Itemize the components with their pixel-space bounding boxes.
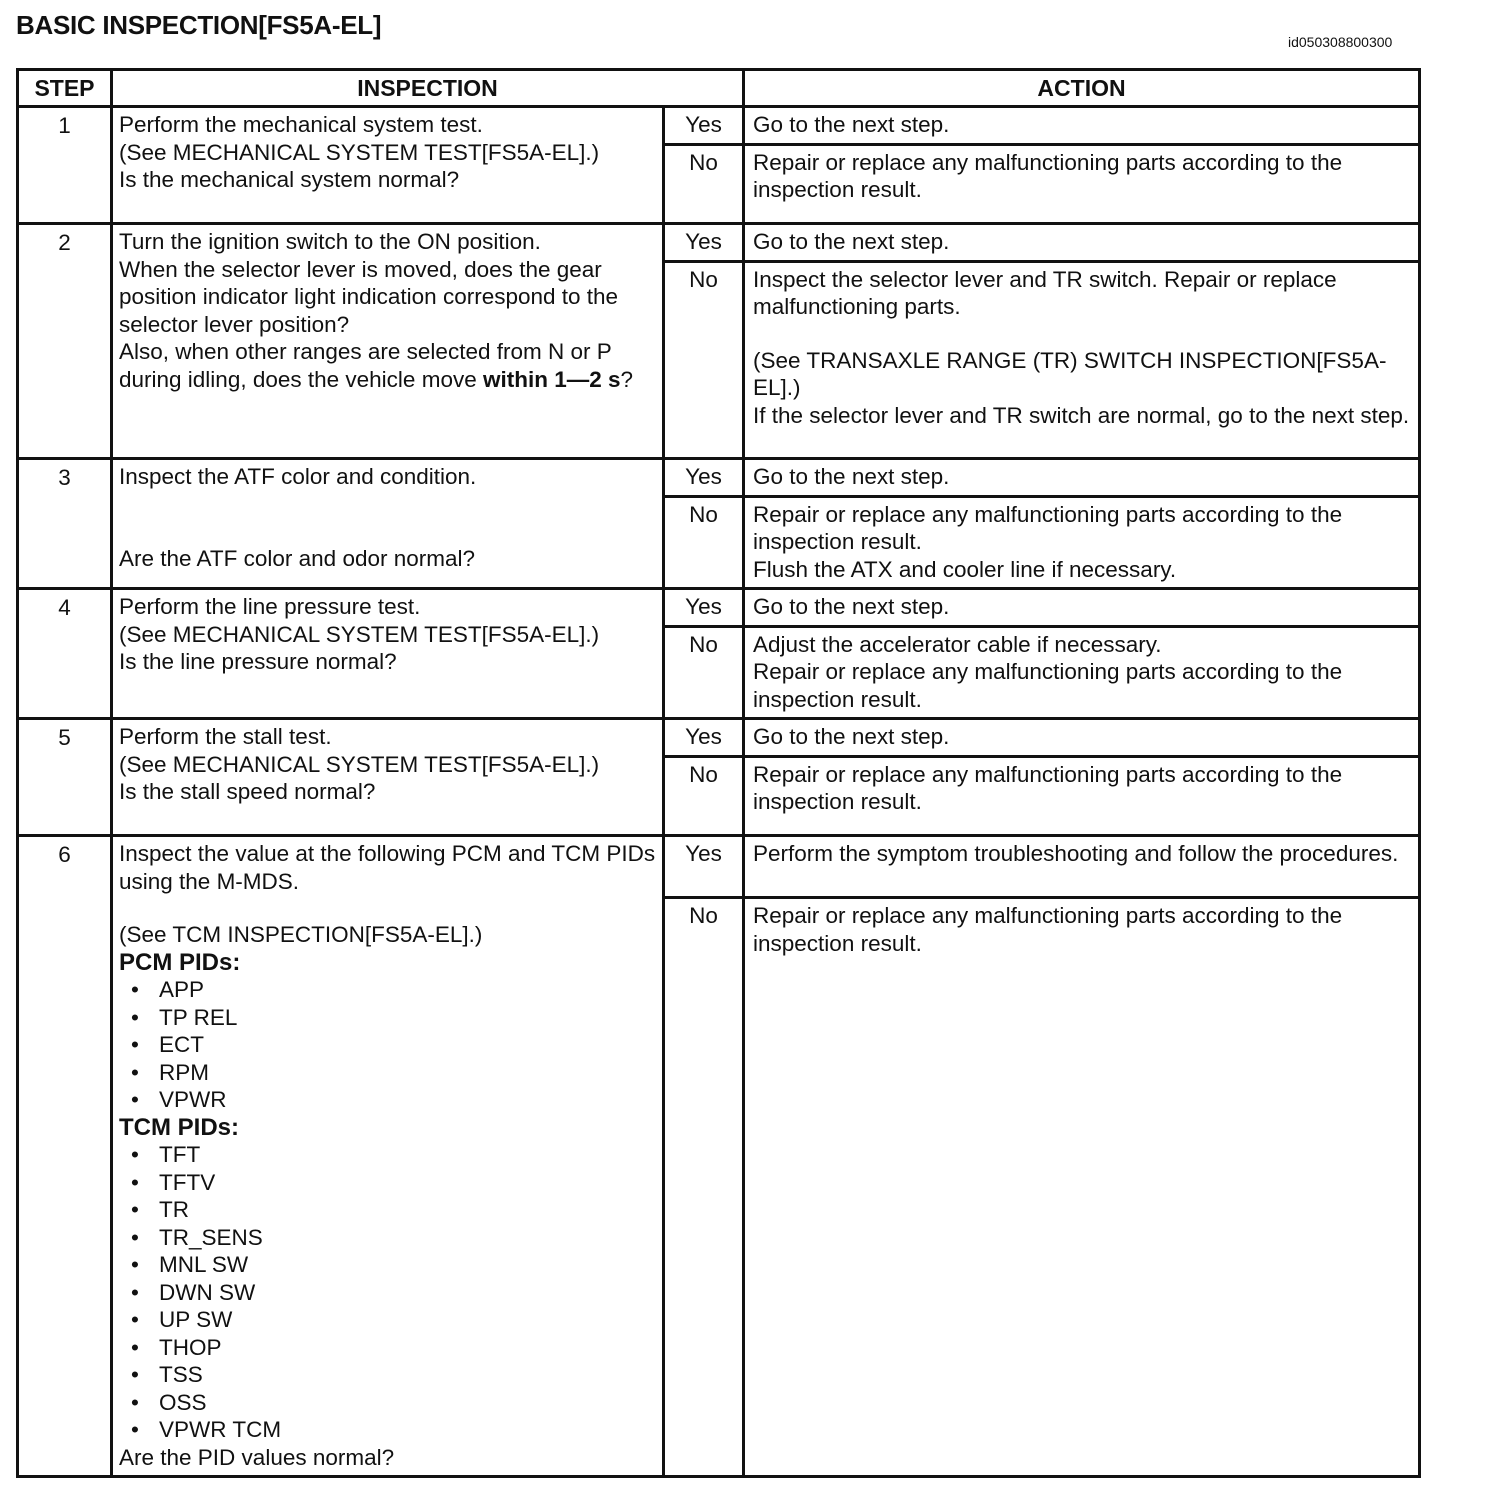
no-label: No bbox=[664, 898, 744, 1477]
yes-label: Yes bbox=[664, 719, 744, 757]
inspection-text: Inspect the ATF color and condition. bbox=[119, 464, 477, 489]
inspection-cell bbox=[112, 224, 664, 459]
header-inspection: INSPECTION bbox=[112, 70, 744, 107]
action-yes: Go to the next step. bbox=[744, 589, 1420, 627]
inspection-text: (See MECHANICAL SYSTEM TEST[FS5A-EL].) bbox=[119, 751, 600, 777]
inspection-text: Inspect the value at the following PCM and TCM PIDs using the M-MDS. bbox=[119, 841, 656, 894]
inspection-text: Also, when other ranges are selected from N or P during idling, does the vehicle move within 1—2 s? bbox=[119, 339, 634, 392]
inspection-question: Are the ATF color and odor normal? bbox=[119, 545, 476, 571]
inspection-question: Is the line pressure normal? bbox=[119, 649, 397, 674]
action-no: Repair or replace any malfunctioning parts according to the inspection result. Flush the ATX and cooler line if necessary. bbox=[744, 496, 1420, 589]
list-item: • OSS bbox=[119, 1389, 656, 1417]
list-item: • VPWR bbox=[119, 1086, 656, 1114]
list-item: • TR_SENS bbox=[119, 1224, 656, 1252]
action-yes: Go to the next step. bbox=[744, 107, 1420, 145]
table-row bbox=[18, 836, 1420, 898]
header-action: ACTION bbox=[744, 70, 1420, 107]
inspection-text: Perform the mechanical system test. bbox=[119, 112, 483, 137]
list-item: • APP bbox=[119, 976, 656, 1004]
action-no: Adjust the accelerator cable if necessary. Repair or replace any malfunctioning parts according to the inspection result. bbox=[744, 626, 1420, 719]
table-row bbox=[18, 224, 1420, 262]
inspection-cell bbox=[112, 719, 664, 836]
page-title: BASIC INSPECTION[FS5A-EL] bbox=[16, 10, 382, 40]
inspection-question: Are the PID values normal? bbox=[119, 1444, 395, 1470]
inspection-text: Turn the ignition switch to the ON position. bbox=[119, 229, 541, 254]
no-label: No bbox=[664, 496, 744, 589]
list-item: • TP REL bbox=[119, 1004, 656, 1032]
bold-timing: within 1—2 s bbox=[482, 366, 621, 392]
inspection-table bbox=[16, 68, 1421, 1478]
list-item: • RPM bbox=[119, 1059, 656, 1087]
inspection-cell bbox=[112, 589, 664, 719]
yes-label: Yes bbox=[664, 107, 744, 145]
list-item: • VPWR TCM bbox=[119, 1416, 656, 1444]
yes-label: Yes bbox=[664, 224, 744, 262]
step-number: 2 bbox=[18, 224, 112, 459]
action-yes: Go to the next step. bbox=[744, 719, 1420, 757]
list-item: • UP SW bbox=[119, 1306, 656, 1334]
list-item: • THOP bbox=[119, 1334, 656, 1362]
tcm-pids-heading: TCM PIDs: bbox=[119, 1113, 239, 1141]
inspection-cell bbox=[112, 107, 664, 224]
inspection-text: When the selector lever is moved, does the gear position indicator light indication correspond to the selector lever position? bbox=[119, 256, 619, 337]
action-no: Repair or replace any malfunctioning parts according to the inspection result. bbox=[744, 898, 1420, 1477]
step-number: 4 bbox=[18, 589, 112, 719]
table-row bbox=[18, 719, 1420, 757]
table-row bbox=[18, 107, 1420, 145]
table-header-row bbox=[18, 70, 1420, 107]
inspection-cell bbox=[112, 459, 664, 589]
list-item: • TFTV bbox=[119, 1169, 656, 1197]
action-yes: Go to the next step. bbox=[744, 224, 1420, 262]
inspection-question: Is the stall speed normal? bbox=[119, 779, 376, 804]
table-row bbox=[18, 589, 1420, 627]
action-no: Inspect the selector lever and TR switch. Repair or replace malfunctioning parts. (See TRANSAXLE RANGE (TR) SWITCH INSPECTION[FS5A-EL].) If the selector lever and TR switch are normal, go to the next step. bbox=[744, 261, 1420, 459]
action-yes: Perform the symptom troubleshooting and follow the procedures. bbox=[744, 836, 1420, 898]
header-step: STEP bbox=[18, 70, 112, 107]
inspection-text: Perform the line pressure test. bbox=[119, 594, 421, 619]
action-no: Repair or replace any malfunctioning parts according to the inspection result. bbox=[744, 756, 1420, 836]
step-number: 1 bbox=[18, 107, 112, 224]
inspection-text: (See TCM INSPECTION[FS5A-EL].) bbox=[119, 922, 483, 947]
inspection-text: (See MECHANICAL SYSTEM TEST[FS5A-EL].) bbox=[119, 621, 600, 647]
step-number: 5 bbox=[18, 719, 112, 836]
list-item: • MNL SW bbox=[119, 1251, 656, 1279]
inspection-text: (See MECHANICAL SYSTEM TEST[FS5A-EL].) bbox=[119, 139, 600, 165]
yes-label: Yes bbox=[664, 459, 744, 497]
document-id: id050308800300 bbox=[1288, 34, 1393, 50]
no-label: No bbox=[664, 144, 744, 224]
step-number: 3 bbox=[18, 459, 112, 589]
list-item: • TFT bbox=[119, 1141, 656, 1169]
inspection-question: Is the mechanical system normal? bbox=[119, 167, 460, 192]
yes-label: Yes bbox=[664, 836, 744, 898]
tcm-pid-list bbox=[119, 1141, 656, 1444]
inspection-text: Perform the stall test. bbox=[119, 724, 332, 749]
action-yes: Go to the next step. bbox=[744, 459, 1420, 497]
yes-label: Yes bbox=[664, 589, 744, 627]
no-label: No bbox=[664, 626, 744, 719]
no-label: No bbox=[664, 261, 744, 459]
list-item: • ECT bbox=[119, 1031, 656, 1059]
action-no: Repair or replace any malfunctioning parts according to the inspection result. bbox=[744, 144, 1420, 224]
pcm-pids-heading: PCM PIDs: bbox=[119, 948, 241, 976]
no-label: No bbox=[664, 756, 744, 836]
list-item: • TR bbox=[119, 1196, 656, 1224]
list-item: • TSS bbox=[119, 1361, 656, 1389]
step-number: 6 bbox=[18, 836, 112, 1477]
pcm-pid-list bbox=[119, 976, 656, 1114]
list-item: • DWN SW bbox=[119, 1279, 656, 1307]
inspection-cell bbox=[112, 836, 664, 1477]
table-row bbox=[18, 459, 1420, 497]
